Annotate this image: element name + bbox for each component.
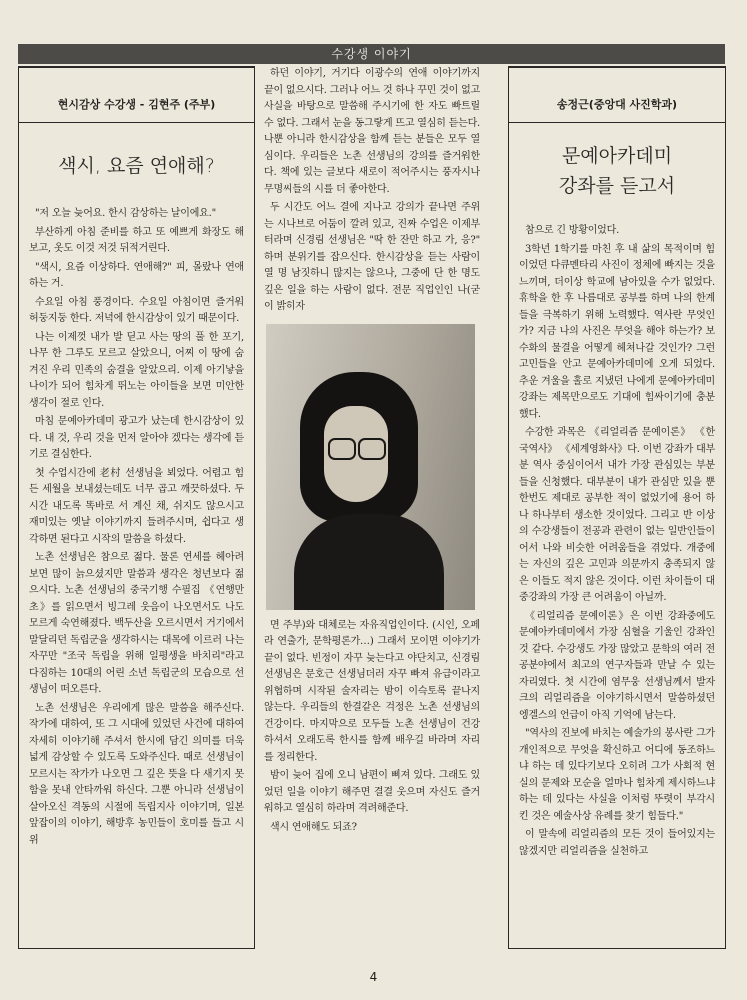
left-paragraph: 노촌 선생님은 참으로 젊다. 물론 연세를 헤아려보면 많이 늙으셨지만 말씀과 생각은 청년보다 젊으시다. 노촌 선생님의 중국기행 수필집 《연행만초》를 읽으면서 빙그레 웃음이 나오면서도 나도 모르게 숙연해졌다. 백두산을 오르시면서 거기에서 말달리던 독립군을 생각하시는 대목에 이르러 나는 자꾸만 "조국 독립을 위해 일평생을 바치리"라고 다짐하는 10대의 어린 소년 독립군의 모습으로 선생님이 떠오른다. xyxy=(29,552,244,695)
portrait-photo xyxy=(266,324,475,610)
middle-paragraph: 하던 이야기, 거기다 이광수의 연애 이야기까지 끝이 없으시다. 그러나 어느 것 하나 꾸민 것이 없고 사실을 바탕으로 말씀해 주시기에 한 자도 빠트릴 수 없다. 그래서 눈을 동그랗게 뜨고 열심히 듣는다. 나뿐 아니라 한시감상을 함께 듣는 분들은 모두 열심이다. 우리들은 노촌 선생님의 강의를 즐거워한다. 책에 있는 글보다 새로이 적어주시는 풍자시나 무명씨들의 시를 더 좋아한다. xyxy=(264,68,481,195)
left-article xyxy=(18,66,255,949)
right-title-line1: 문예아카데미 xyxy=(561,145,673,167)
left-paragraph: 수요일 아침 풍경이다. 수요일 아침이면 즐거워 허둥지둥 한다. 저녁에 한시감상이 있기 때문이다. xyxy=(29,296,244,324)
middle-paragraph: 면 주부)와 대체로는 자유직업인이다. (시인, 오페라 연출가, 문학평론가…) 그래서 모이면 이야기가 끝이 없다. 빈정이 자꾸 늦는다고 야단치고, 신경림 선생님은 문호근 선생님더러 자꾸 빠져 유급이라고 위협하며 시작된 술자리는 밤이 이슥토록 끝나지 않는다. 우리들의 한결같은 걱정은 노촌 선생님의 건강이다. 마지막으로 모두들 노촌 선생님이 건강하셔서 오래도록 한시를 함께 배우길 바라며 자리를 정리한다. xyxy=(264,619,480,763)
middle-paragraph: 밤이 늦어 집에 오니 남편이 삐져 있다. 그래도 있었던 일을 이야기 해주면 결결 웃으며 자신도 즐거워하고 열심히 하라며 격려해준다. xyxy=(264,770,480,814)
left-paragraph: 나는 이제껏 내가 발 딛고 사는 땅의 풀 한 포기, 나무 한 그루도 모르고 살았으니, 어찌 이 땅에 숨겨진 우리 민족의 숨결을 알았으리. 이제 아기낳을 나이가 되어 힘차게 뛰노는 아이들을 보면 미안한 생각이 절로 인다. xyxy=(29,331,244,409)
photo-body xyxy=(294,514,444,610)
photo-glasses-right xyxy=(358,438,386,460)
left-title: 색시, 요즘 연애해? xyxy=(58,155,215,177)
right-paragraph: 3학년 1학기를 마친 후 내 삶의 목적이며 힘이었던 다큐멘타리 사진이 정체에 빠지는 것을 느끼며, 더이상 학교에 남아있을 수가 없었다. 휴학을 한 후 나름대로 공부를 하며 나의 한계들을 극복하기 위해 노력했다. 역사란 무엇인가? 지금 나의 사진은 무엇을 해야 하는가? 보수화의 물결을 어떻게 헤쳐나갈 것인가? 그런 고민들을 안고 문예아카데미에 오게 되었다. 추운 겨울을 홀로 지냈던 나에게 문예아카데미 강좌는 제목만으로도 기대에 힘싸이기에 충분했다. xyxy=(519,243,715,420)
left-paragraph: "저 오늘 늦어요. 한시 감상하는 날이에요." xyxy=(35,208,217,219)
page-number: 4 xyxy=(369,970,378,984)
middle-column xyxy=(258,66,480,949)
middle-paragraph: 두 시간도 어느 결에 지나고 강의가 끝나면 주위는 시나브로 어둠이 깔려 있고, 진짜 수업은 이제부터라며 신경림 선생님은 "딱 한 잔만 하고 가, 응?" 하며 분위기를 잡으신다. 한시감상을 듣는 사람이 열 명 남짓하니 많지는 않으나, 그중에 단 한 명도 깊은 일을 하는 사람이 없다. 전문 직업인인 나(굳이 밝히자 xyxy=(264,202,480,312)
right-paragraph: 이 말속에 리얼리즘의 모든 것이 들어있지는 않겠지만 리얼리즘을 실천하고 xyxy=(519,829,715,857)
right-paragraph: 《리얼리즘 문예이론》은 이번 강좌중에도 문예아카데미에서 가장 심혈을 기울인 강좌인 것 같다. 수강생도 가장 많았고 문학의 여러 전공분야에서 최고의 연구자들과 만날 수 있는 자리였다. 첫 시간에 염무웅 선생님께서 발자크의 리얼리즘을 이야기하시면서 말씀하셨던 엥겔스의 언급이 아직 기억에 남는다. xyxy=(519,610,715,721)
right-paragraph: "역사의 진보에 바치는 예술가의 봉사란 그가 개인적으로 무엇을 확신하고 어디에 동조하느냐 하는 데 있다기보다 오히려 그가 사회적 현실의 문제와 모순을 얼마나 힘차게 제시하느냐 하는 데 있다는 사실을 이처럼 뚜렷이 부각시킨 것은 예술사상 유례를 찾기 힘들다." xyxy=(519,728,715,822)
left-paragraph: 부산하게 아침 준비를 하고 또 예쁘게 화장도 해보고, 옷도 이것 저것 뒤적거린다. xyxy=(29,226,244,254)
middle-paragraph: 색시 연애해도 되죠? xyxy=(270,821,357,833)
left-paragraph: 첫 수업시간에 老村 선생님을 뵈었다. 어렵고 힘든 세월을 보내셨는데도 너무 곱고 깨끗하셨다. 두 시간 내도록 똑바로 서 계신 채, 쉬지도 않으시고 재미있는 옛날 이야기까지 들려주시며, 쉽다고 생각하면 된다고 시작의 말씀을 하셨다. xyxy=(29,467,244,545)
right-article xyxy=(508,66,726,949)
right-title-line2: 강좌를 듣고서 xyxy=(558,175,676,197)
left-paragraph: 마침 문예아카데미 광고가 났는데 한시감상이 있다. 내 것, 우리 것을 먼저 알아야 겠다는 생각에 듣기로 결심한다. xyxy=(29,416,244,460)
photo-glasses-left xyxy=(328,438,356,460)
section-banner: 수강생 이야기 xyxy=(18,44,725,64)
right-title xyxy=(509,141,725,201)
right-paragraph: 참으로 긴 방황이었다. xyxy=(525,225,620,236)
right-paragraph: 수강한 과목은 《리얼리즘 문예이론》 《한국역사》 《세계영화사》다. 이번 강좌가 대부분 역사 중심이어서 내가 가장 관심있는 부분들을 신청했다. 대부분이 내가 관심만 있을 뿐 한번도 제대로 공부한 적이 없었기에 용어 하나 하나부터 생소한 것이었다. 그리고 반 이상의 수강생들이 전공과 관련이 없는 일반인들이어서 나와 비슷한 어려움들을 겪었다. 개중에는 자신의 깊은 고민과 의문까지 충족되지 않은 이들도 적지 않은 것이다. 이런 차이들이 대중강좌의 가장 큰 어려움이 아닐까. xyxy=(519,427,715,603)
left-byline: 현시감상 수강생 - 김현주 (주부) xyxy=(19,68,254,123)
left-paragraph: 노촌 선생님은 우리에게 많은 말씀을 해주신다. 작가에 대하여, 또 그 시대에 있었던 사건에 대하여 자세히 이야기해 주셔서 한시에 담긴 의미를 더욱 넓게 감상할 수 있도록 도와주신다. 때로 선생님이 모르시는 작가가 나오면 그 깊은 뜻을 다 새기지 못함을 못내 안타까워 하신다. 그뿐 아니라 선생님이 살아오신 격동의 시절에 독립지사 이야기며, 일본 앞잡이의 이야기, 해방후 농민들이 호미를 들고 시위 xyxy=(29,702,244,846)
left-paragraph: "색시, 요즘 이상하다. 연애해?" 피, 몰랐나 연애하는 거. xyxy=(29,261,244,289)
right-byline: 송정근(중앙대 사진학과) xyxy=(509,68,725,123)
